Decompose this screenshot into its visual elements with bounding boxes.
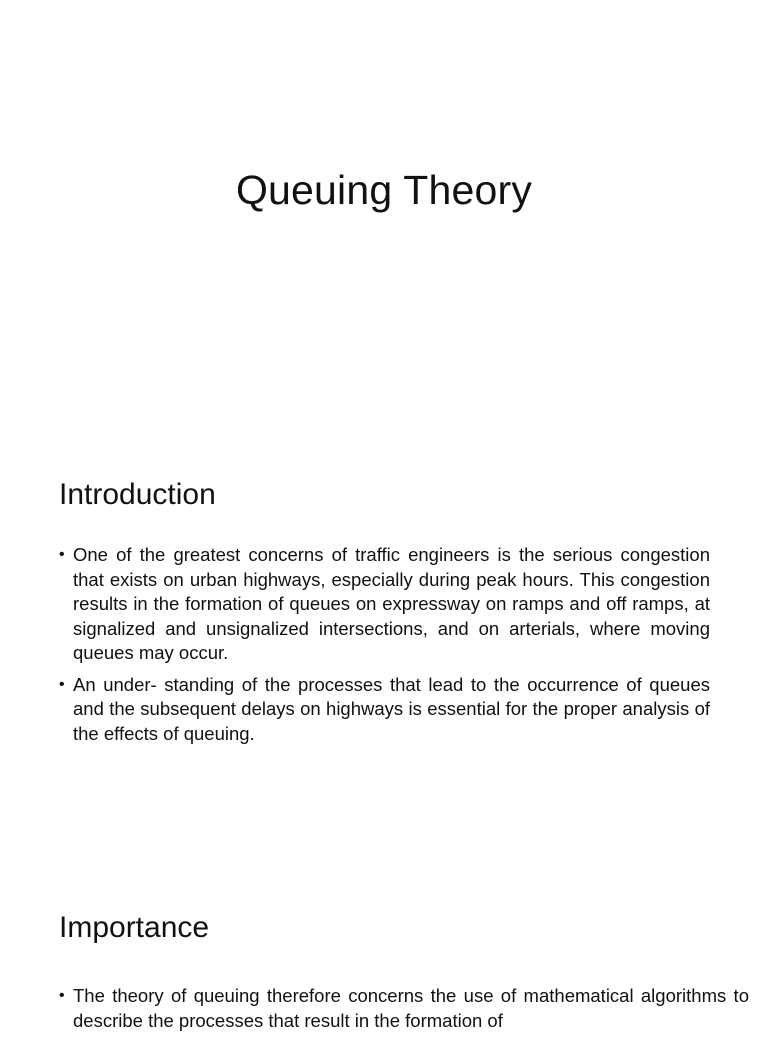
importance-bullet: • The theory of queuing therefore concerns the use of mathematical algorithms to describe the processes that result in the formation of bbox=[59, 984, 749, 1033]
slide-title: Queuing Theory bbox=[235, 167, 533, 213]
introduction-heading: Introduction bbox=[59, 478, 216, 511]
introduction-bullet-list bbox=[59, 543, 710, 753]
introduction-bullet: • One of the greatest concerns of traffic engineers is the serious congestion that exists on urban highways, especially during peak hours. This congestion results in the formation of queues on expressway on ramps and off ramps, at signalized and unsignalized intersections, and on arterials, where moving queues may occur. bbox=[59, 543, 710, 666]
importance-heading: Importance bbox=[59, 911, 210, 944]
introduction-bullet: • An under- standing of the processes that lead to the occurrence of queues and the subsequent delays on highways is essential for the proper analysis of the effects of queuing. bbox=[59, 673, 710, 747]
importance-bullet-list bbox=[59, 984, 749, 1040]
